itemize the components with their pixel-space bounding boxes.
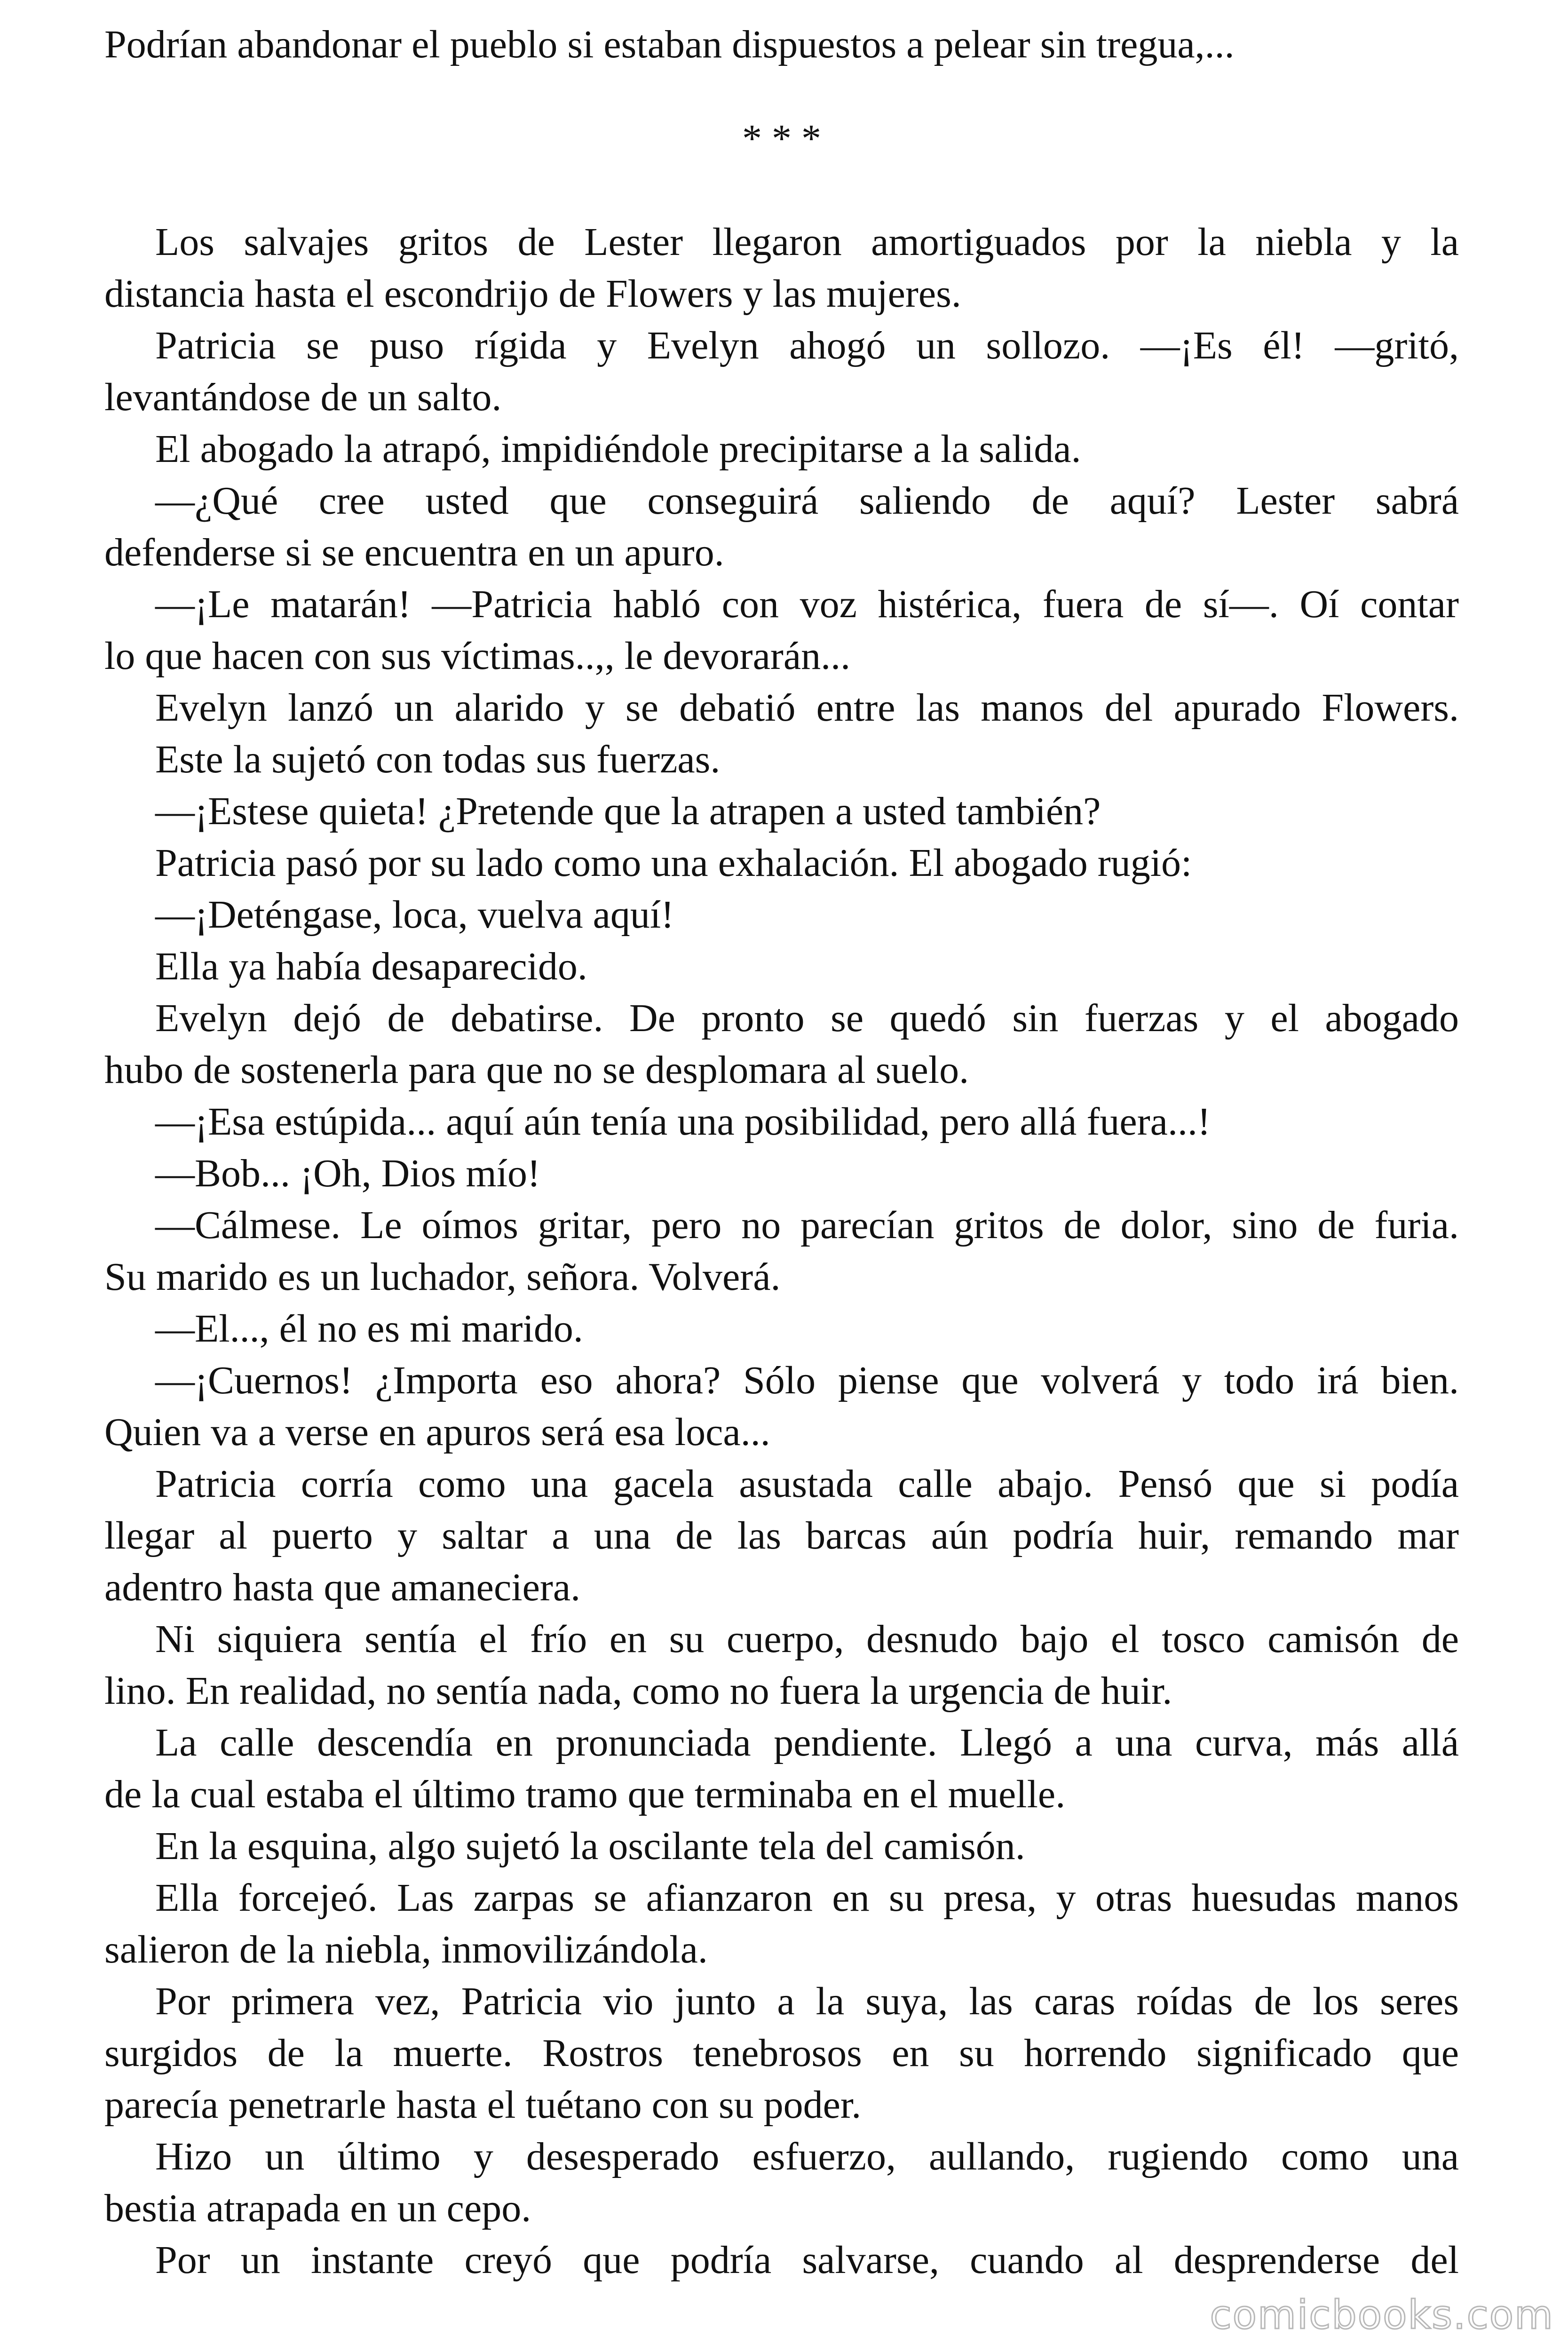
text-line: —¿Qué cree usted que conseguirá saliendo de aquí? Lester sabrá [155, 479, 1459, 523]
text-line: lo que hacen con sus víctimas..,, le devorarán... [104, 634, 851, 678]
text-line: salieron de la niebla, inmovilizándola. [104, 1928, 708, 1971]
text-line: defenderse si se encuentra en un apuro. [104, 531, 724, 574]
text-line: —¡Le matarán! —Patricia habló con voz histérica, fuera de sí—. Oí contar [155, 582, 1459, 626]
text-line: Patricia corría como una gacela asustada calle abajo. Pensó que si podía [155, 1462, 1459, 1506]
text-line: distancia hasta el escondrijo de Flowers y las mujeres. [104, 272, 961, 316]
text-line: hubo de sostenerla para que no se desplomara al suelo. [104, 1048, 969, 1092]
text-line: Podrían abandonar el pueblo si estaban dispuestos a pelear sin tregua,... [104, 23, 1235, 66]
text-line: —El..., él no es mi marido. [155, 1307, 583, 1351]
text-line: Ella ya había desaparecido. [155, 945, 587, 988]
text-line: En la esquina, algo sujetó la oscilante tela del camisón. [155, 1824, 1025, 1868]
text-line: La calle descendía en pronunciada pendiente. Llegó a una curva, más allá [155, 1721, 1459, 1764]
text-line: Este la sujetó con todas sus fuerzas. [155, 738, 721, 781]
text-line: parecía penetrarle hasta el tuétano con su poder. [104, 2083, 862, 2127]
book-page [104, 0, 1459, 2352]
text-line: Patricia se puso rígida y Evelyn ahogó un sollozo. —¡Es él! —gritó, [155, 324, 1459, 367]
text-line: Patricia pasó por su lado como una exhalación. El abogado rugió: [155, 841, 1192, 885]
text-line: —¡Esa estúpida... aquí aún tenía una posibilidad, pero allá fuera...! [155, 1100, 1211, 1144]
text-line: bestia atrapada en un cepo. [104, 2186, 531, 2230]
text-line: lino. En realidad, no sentía nada, como no fuera la urgencia de huir. [104, 1669, 1172, 1713]
text-line: Por un instante creyó que podría salvarse, cuando al desprenderse del [155, 2238, 1459, 2282]
text-line: Ni siquiera sentía el frío en su cuerpo, desnudo bajo el tosco camisón de [155, 1617, 1459, 1661]
text-line: Evelyn lanzó un alarido y se debatió entre las manos del apurado Flowers. [155, 686, 1459, 730]
scene-separator: * * * [742, 117, 821, 160]
text-line: —Cálmese. Le oímos gritar, pero no parecían gritos de dolor, sino de furia. [155, 1203, 1459, 1247]
text-line: —¡Estese quieta! ¿Pretende que la atrapen a usted también? [155, 789, 1101, 833]
text-line: Su marido es un luchador, señora. Volverá. [104, 1255, 781, 1299]
text-line: Por primera vez, Patricia vio junto a la suya, las caras roídas de los seres [155, 1979, 1459, 2023]
text-line: —¡Deténgase, loca, vuelva aquí! [155, 893, 674, 937]
text-line: llegar al puerto y saltar a una de las barcas aún podría huir, remando mar [104, 1514, 1459, 1557]
text-line: —Bob... ¡Oh, Dios mío! [155, 1152, 540, 1195]
text-line: Hizo un último y desesperado esfuerzo, aullando, rugiendo como una [155, 2135, 1459, 2178]
text-line: Quien va a verse en apuros será esa loca... [104, 1410, 770, 1454]
text-line: adentro hasta que amaneciera. [104, 1565, 581, 1609]
text-line: levantándose de un salto. [104, 375, 502, 419]
text-line: Ella forcejeó. Las zarpas se afianzaron en su presa, y otras huesudas manos [155, 1876, 1459, 1920]
text-line: de la cual estaba el último tramo que terminaba en el muelle. [104, 1772, 1066, 1816]
text-line: surgidos de la muerte. Rostros tenebrosos en su horrendo significado que [104, 2031, 1459, 2075]
text-line: —¡Cuernos! ¿Importa eso ahora? Sólo piense que volverá y todo irá bien. [155, 1359, 1459, 1402]
watermark: comicbooks.com [1210, 2292, 1554, 2338]
text-line: Evelyn dejó de debatirse. De pronto se quedó sin fuerzas y el abogado [155, 996, 1459, 1040]
text-line: Los salvajes gritos de Lester llegaron amortiguados por la niebla y la [155, 220, 1459, 264]
text-line: El abogado la atrapó, impidiéndole precipitarse a la salida. [155, 427, 1081, 471]
